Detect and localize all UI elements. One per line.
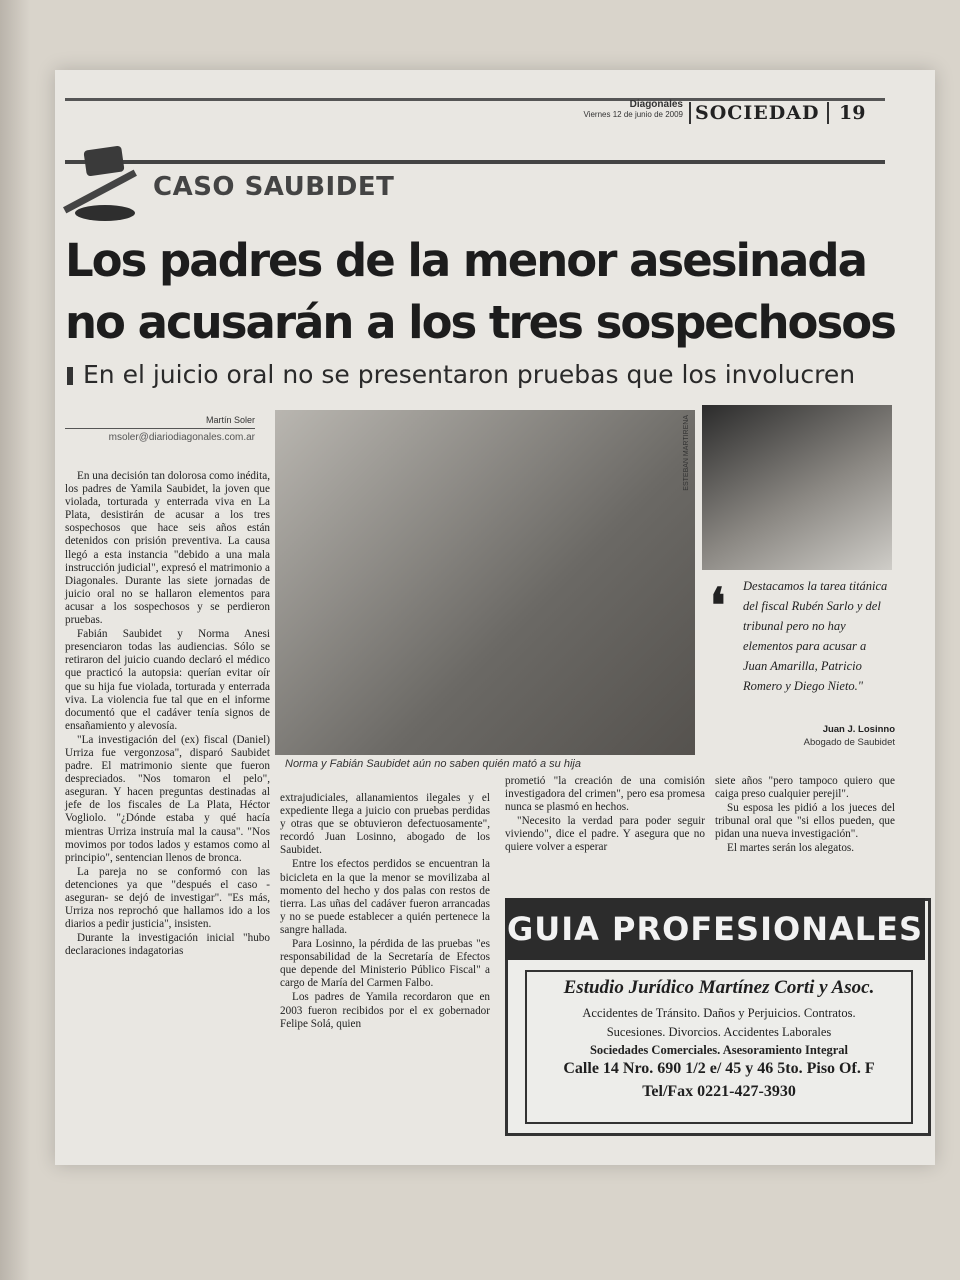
article-column-4: [715, 775, 895, 857]
paragraph: Los padres de Yamila recordaron que en 2003 fueron recibidos por el ex gobernador Felipe Solá, quien: [280, 991, 490, 1030]
ad-address: Calle 14 Nro. 690 1/2 e/ 45 y 46 5to. Piso Of. F: [563, 1060, 875, 1077]
lawyer-photo: [702, 405, 892, 570]
ad-firm-name: Estudio Jurídico Martínez Corti y Asoc.: [563, 977, 875, 998]
kicker: CASO SAUBIDET: [153, 172, 395, 202]
paragraph: extrajudiciales, allanamientos ilegales y el expediente llega a juicio con pruebas perdidas y otras que se obtuvieron defectuosamente", recordó Juan Losinno, abogado de los Saubidet.: [280, 792, 490, 857]
header-rule: [65, 160, 885, 164]
section-name: SOCIEDAD: [695, 102, 820, 124]
paragraph: prometió "la creación de una comisión investigadora del crimen", pero esa promesa nunca se plasmó en hechos.: [505, 775, 705, 814]
byline-rule: [65, 428, 255, 429]
article-column-2: [280, 792, 490, 1032]
quote-author: Juan J. Losinno: [822, 724, 895, 735]
paragraph: La pareja no se conformó con las detenciones ya que "después el caso -aseguran- se dejó de investigar". "Es más, Urriza nos reprochó que hallamos ido a los diarios a pedir justicia", insisten.: [65, 865, 270, 931]
page-number: 19: [839, 102, 866, 124]
paragraph: Durante la investigación inicial "hubo declaraciones indagatorias: [65, 932, 270, 958]
quote-role: Abogado de Saubidet: [803, 737, 895, 748]
paper-name: Diagonales: [629, 99, 683, 110]
photo-caption: Norma y Fabián Saubidet aún no saben quién mató a su hija: [285, 758, 581, 770]
header-rule: [65, 98, 885, 101]
paragraph: Entre los efectos perdidos se encuentran la bicicleta en la que la menor se movilizaba al momento del hecho y dos palas con restos de tierra. Las uñas del cadáver fueron arrancadas y no se puede establecer a quién pertenece la sangre hallada.: [280, 858, 490, 936]
ad-services-line: Sociedades Comerciales. Asesoramiento Integral: [589, 1043, 849, 1057]
paragraph: En una decisión tan dolorosa como inédita, los padres de Yamila Saubidet, la joven que violada, torturada y enterrada viva en La Plata, desistirán de acusar a los tres sospechosos que hace seis años están detenidos con prisión preventiva. La causa llegó a esta instancia "debido a una mala instrucción judicial", expresó el matrimonio a Diagonales. Durante las siete jornadas de juicio oral no se hallaron elementos para acusar a los sospechosos y se perdieron pruebas.: [65, 470, 270, 627]
header-paper: [575, 100, 683, 120]
ad-title: GUIA PROFESIONALES: [505, 898, 925, 960]
main-photo: [275, 410, 695, 755]
article-column-3: [505, 775, 705, 856]
bullet-icon: [67, 367, 73, 385]
gavel-icon: [83, 145, 124, 176]
paragraph: "Necesito la verdad para poder seguir viviendo", dice el padre. Y asegura que no quiere volver a esperar: [505, 815, 705, 854]
paragraph: "La investigación del (ex) fiscal (Daniel) Urriza fue vergonzosa", disparó Saubidet padre. El matrimonio siente que fueron despreciados. "Nos tomaron el pelo", aseguran. Y hacen preguntas destinadas al jefe de los fiscales de La Plata, Héctor Vogliolo. "¿Dónde estaba y qué hacía mientras Urriza instruía mal la causa". "Nos movimos por todos lados y estamos como al principio", sentencian llenos de bronca.: [65, 733, 270, 864]
quote-icon: ❛: [710, 578, 726, 634]
paragraph: siete años "pero tampoco quiero que caiga preso cualquier perejil".: [715, 775, 895, 801]
paragraph: Su esposa les pidió a los jueces del tribunal oral que "si ellos pueden, que pidan una nueva investigación".: [715, 802, 895, 841]
paragraph: Fabián Saubidet y Norma Anesi presenciaron todas las audiencias. Sólo se retiraron del juicio cuando declaró el médico que practicó la autopsia: querían evitar oír que su hija fue violada, torturada y enterrada viva. La violencia fue tal que en el informe documentó que el cadáver tenía signos de ensañamiento y alevosía.: [65, 628, 270, 732]
subheadline-text: En el juicio oral no se presentaron pruebas que los involucren: [83, 360, 856, 389]
paragraph: Para Losinno, la pérdida de las pruebas "es responsabilidad de la Secretaría de Efectos que depende del Ministerio Público Fiscal" a cargo de María del Carmen Falbo.: [280, 938, 490, 990]
page-gutter: [0, 0, 30, 1280]
article-column-1: [65, 470, 270, 959]
paragraph: El martes serán los alegatos.: [727, 842, 855, 855]
byline-email: msoler@diariodiagonales.com.ar: [108, 432, 255, 443]
ad-services-line: Sucesiones. Divorcios. Accidentes Laborales: [606, 1025, 832, 1039]
issue-date: Viernes 12 de junio de 2009: [583, 110, 683, 119]
ad-services-line: Accidentes de Tránsito. Daños y Perjuicios. Contratos.: [582, 1006, 856, 1020]
byline-author: Martín Soler: [205, 415, 255, 425]
header-divider: [689, 102, 691, 124]
headline: Los padres de la menor asesinada no acusarán a los tres sospechosos: [65, 234, 895, 349]
newspaper-page: [55, 70, 935, 1165]
gavel-base: [75, 205, 135, 221]
photo-credit: ESTEBAN MARTIRENA: [683, 415, 690, 491]
pull-quote: Destacamos la tarea titánica del fiscal Rubén Sarlo y del tribunal pero no hay elementos para acusar a Juan Amarilla, Patricio Romero y Diego Nieto.": [743, 579, 888, 693]
ad-phone: Tel/Fax 0221-427-3930: [642, 1083, 796, 1100]
header-divider: [827, 102, 829, 124]
subheadline: [67, 360, 887, 389]
